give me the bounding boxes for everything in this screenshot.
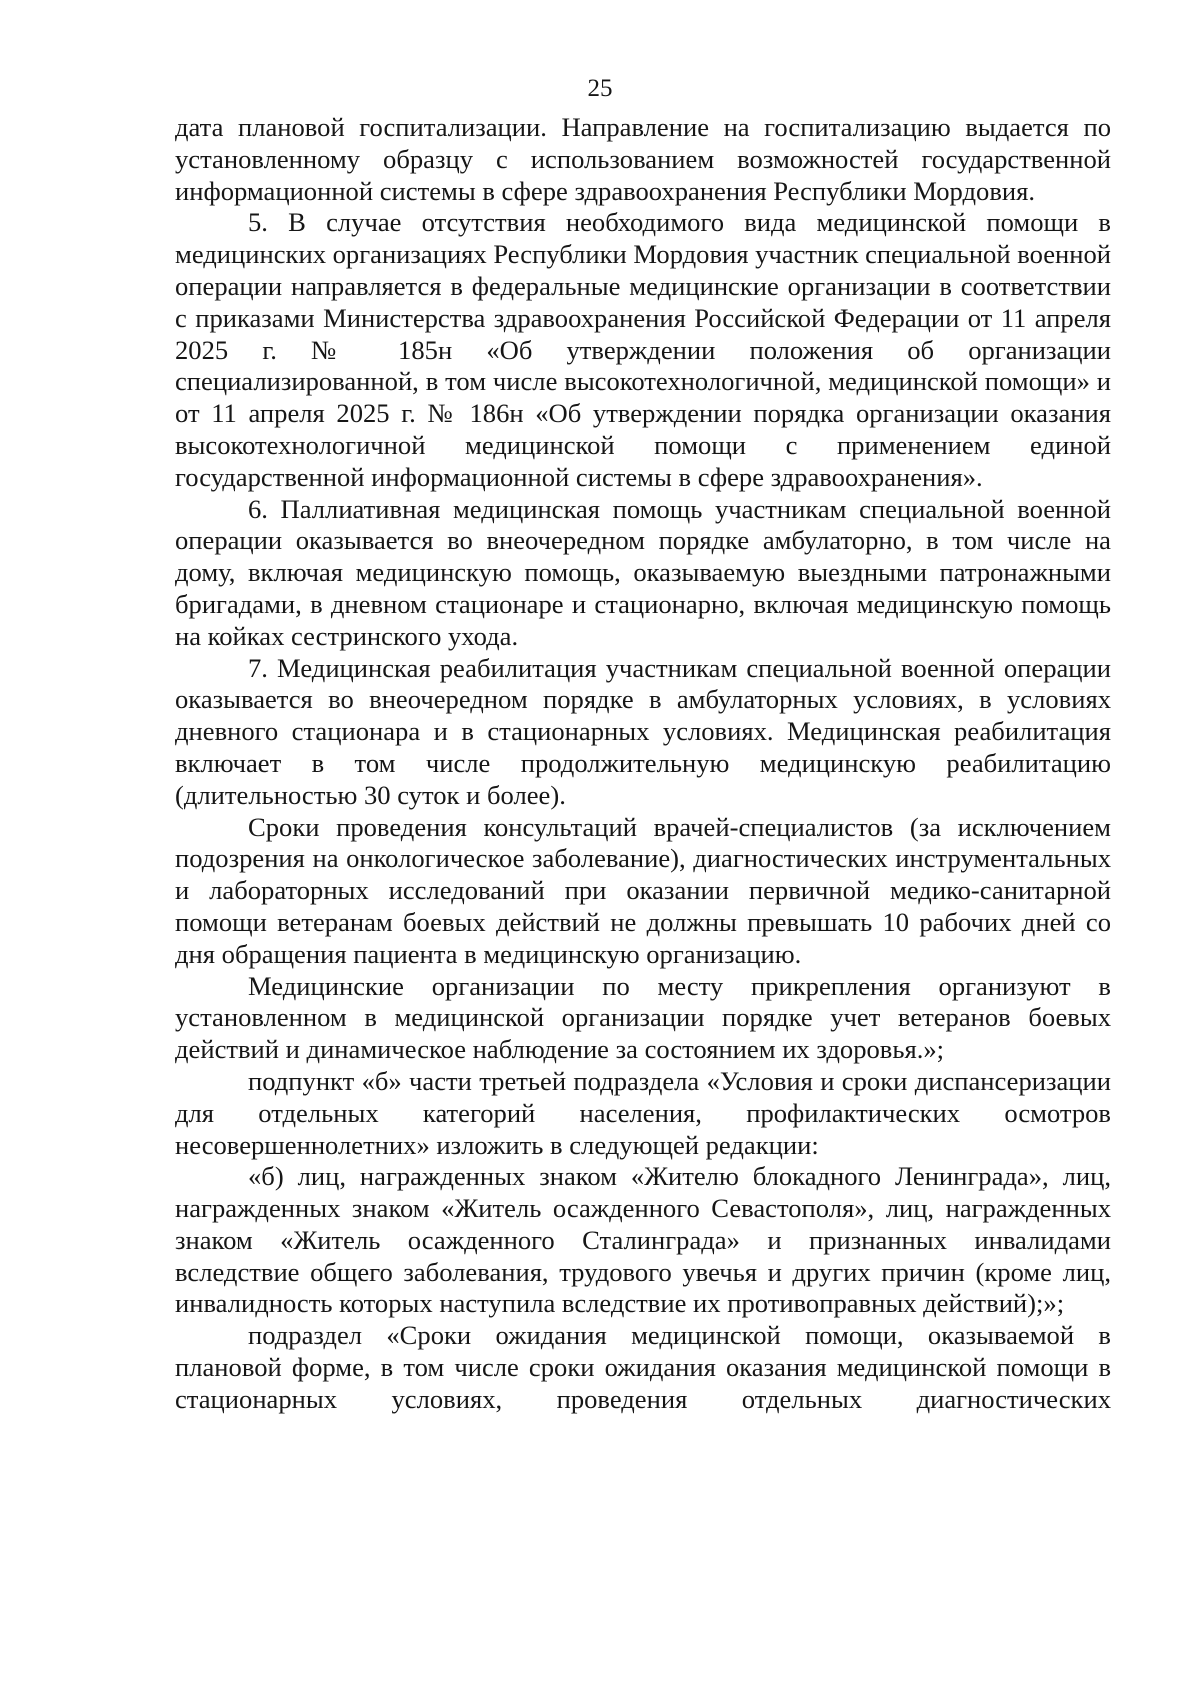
document-body [175,112,1111,1416]
paragraph-consultation-terms: Сроки проведения консультаций врачей-специалистов (за исключением подозрения на онкологическое заболевание), диагностических инструментальных и лабораторных исследований при оказании первичной медико-санитарной помощи ветеранам боевых действий не должны превышать 10 рабочих дней со дня обращения пациента в медицинскую организацию. [175,811,1111,969]
paragraph-waiting-times: подраздел «Сроки ожидания медицинской помощи, оказываемой в плановой форме, в том числе сроки ожидания оказания медицинской помощи в стационарных условиях, проведения отдельных диагностических [175,1320,1111,1414]
paragraph-item-6: 6. Паллиативная медицинская помощь участникам специальной военной операции оказывается во внеочередном порядке амбулаторно, в том числе на дому, включая медицинскую помощь, оказываемую выездными патронажными бригадами, в дневном стационаре и стационарно, включая медицинскую помощь на койках сестринского ухода. [175,493,1111,651]
paragraph-subitem-b-amendment: подпункт «б» части третьей подраздела «Условия и сроки диспансеризации для отдельных категорий населения, профилактических осмотров несовершеннолетних» изложить в следующей редакции: [175,1065,1111,1160]
paragraph-item-5: 5. В случае отсутствия необходимого вида медицинской помощи в медицинских организациях Республики Мордовия участник специальной военной операции направляется в федеральные медицинские организации в соответствии с приказами Министерства здравоохранения Российской Федерации от 11 апреля 2025 г. № 185н «Об утверждении положения об организации специализированной, в том числе высокотехнологичной, медицинской помощи» и от 11 апреля 2025 г. № 186н «Об утверждении порядка организации оказания высокотехнологичной медицинской помощи с применением единой государственной информационной системы в сфере здравоохранения». [175,207,1112,492]
paragraph-item-7: 7. Медицинская реабилитация участникам специальной военной операции оказывается во внеочередном порядке в амбулаторных условиях, в условиях дневного стационара и в стационарных условиях. Медицинская реабилитация включает в том числе продолжительную медицинскую реабилитацию (длительностью 30 суток и более). [175,652,1111,810]
paragraph-subitem-b-text: «б) лиц, награжденных знаком «Жителю блокадного Ленинграда», лиц, награжденных знаком «Житель осажденного Севастополя», лиц, награжденных знаком «Житель осажденного Сталинграда» и признанных инвалидами вследствие общего заболевания, трудового увечья и других причин (кроме лиц, инвалидность которых наступила вследствие их противоправных действий);»; [175,1161,1111,1319]
paragraph-veterans-monitoring: Медицинские организации по месту прикрепления организуют в установленном в медицинской организации порядке учет ветеранов боевых действий и динамическое наблюдение за состоянием их здоровья.»; [175,970,1111,1065]
paragraph-hospitalization-referral: дата плановой госпитализации. Направление на госпитализацию выдается по установленному образцу с использованием возможностей государственной информационной системы в сфере здравоохранения Республики Мордовия. [175,112,1111,206]
page-number: 25 [587,75,613,102]
